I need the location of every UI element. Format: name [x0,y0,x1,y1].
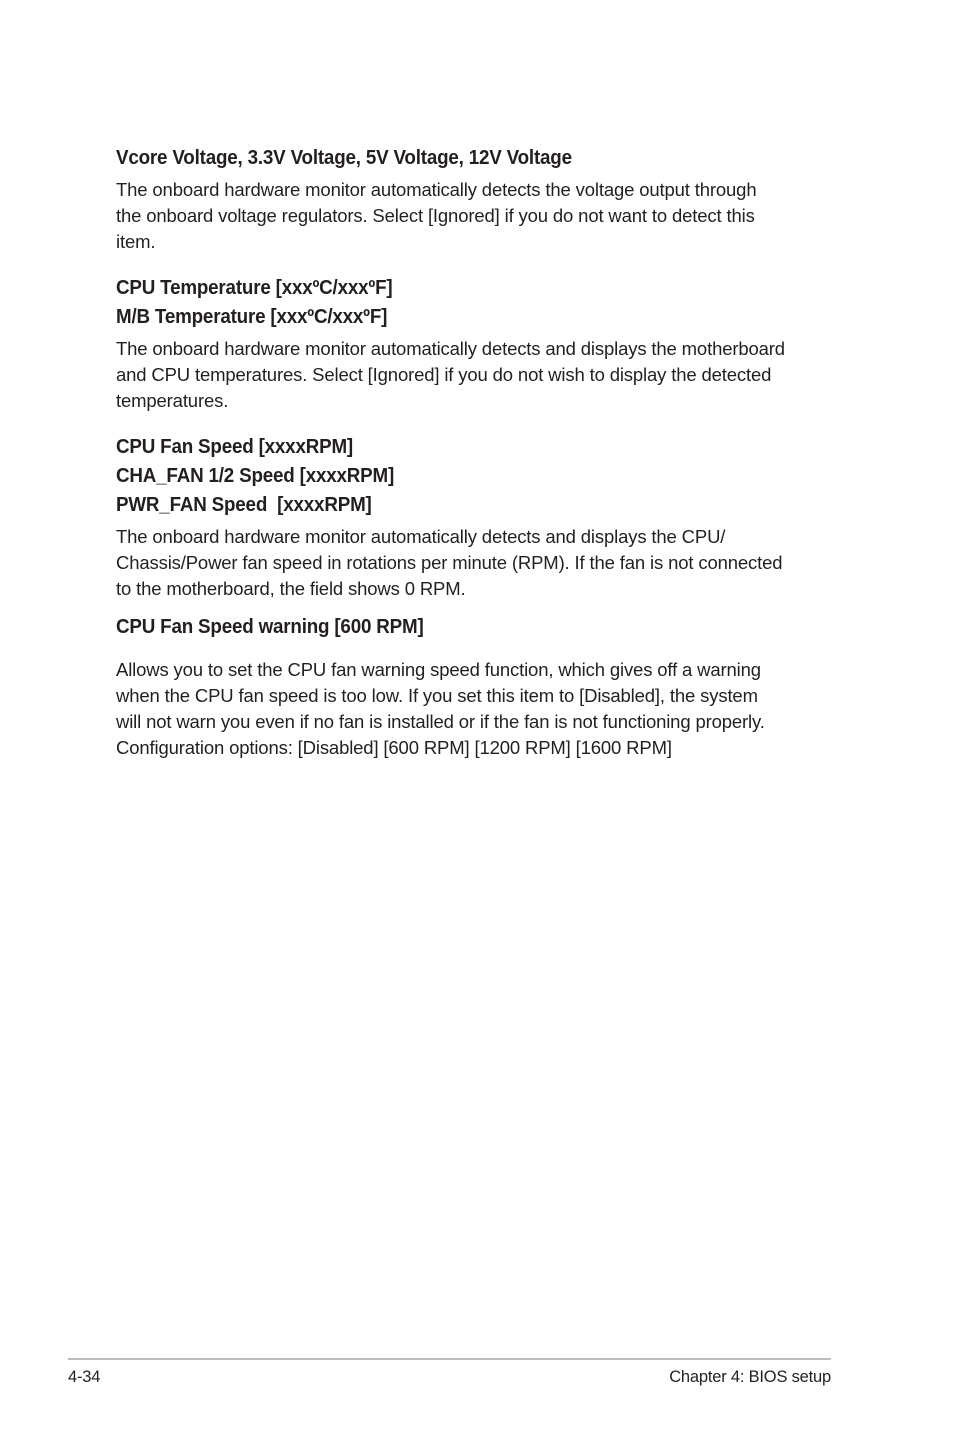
body-line: The onboard hardware monitor automatically detects and displays the motherboard [116,338,785,359]
body-line: will not warn you even if no fan is installed or if the fan is not functioning properly. [116,711,765,732]
body-line: to the motherboard, the field shows 0 RPM. [116,578,466,599]
page-number: 4-34 [68,1368,101,1386]
section-body [116,177,838,255]
section-body [116,336,838,414]
section-fan-speed [116,433,838,602]
section-voltage [116,144,838,255]
body-line: and CPU temperatures. Select [Ignored] if you do not wish to display the detected [116,364,772,385]
section-body [116,524,838,602]
body-line: The onboard hardware monitor automatically detects and displays the CPU/ [116,526,726,547]
section-heading: Vcore Voltage, 3.3V Voltage, 5V Voltage, 12V Voltage [116,147,572,169]
page-content [116,144,838,761]
chapter-title: Chapter 4: BIOS setup [669,1368,831,1386]
section-heading: M/B Temperature [xxxºC/xxxºF] [116,306,388,328]
body-line: when the CPU fan speed is too low. If you set this item to [Disabled], the system [116,685,758,706]
body-line: temperatures. [116,390,229,411]
section-heading: PWR_FAN Speed [xxxxRPM] [116,494,372,516]
body-line: Allows you to set the CPU fan warning speed function, which gives off a warning [116,659,761,680]
section-heading: CPU Temperature [xxxºC/xxxºF] [116,277,393,299]
body-line: Chassis/Power fan speed in rotations per minute (RPM). If the fan is not connected [116,552,783,573]
body-line: Configuration options: [Disabled] [600 RPM] [1200 RPM] [1600 RPM] [116,737,672,758]
section-fan-warning [116,613,838,761]
section-temperature [116,274,838,414]
body-line: The onboard hardware monitor automatically detects the voltage output through [116,179,757,200]
section-heading: CHA_FAN 1/2 Speed [xxxxRPM] [116,465,395,487]
section-body [116,657,838,761]
body-line: the onboard voltage regulators. Select [Ignored] if you do not want to detect this [116,205,755,226]
section-heading: CPU Fan Speed [xxxxRPM] [116,436,354,458]
section-heading: CPU Fan Speed warning [600 RPM] [116,616,424,638]
body-line: item. [116,231,156,252]
footer-divider [68,1358,831,1360]
